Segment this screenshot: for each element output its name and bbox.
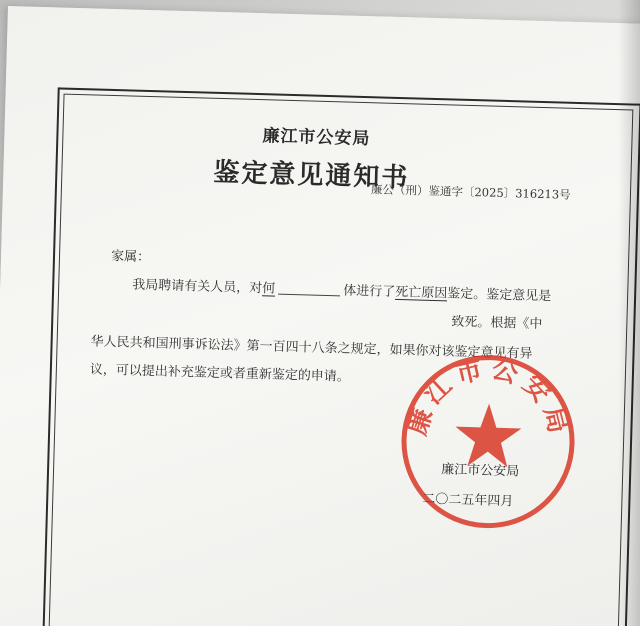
edge-shadow <box>618 0 640 626</box>
body-line-2: 致死。根据《中 <box>451 314 543 333</box>
body-line-1-prefix: 我局聘请有关人员，对 <box>132 277 263 297</box>
seal-text: 廉江市公安局 <box>402 353 575 442</box>
body-line-3: 华人民共和国刑事诉讼法》第一百四十八条之规定，如果你对该鉴定意见有异 <box>90 334 533 362</box>
appraisal-subject: 死亡原因 <box>394 284 448 302</box>
document-number: 廉公（刑）鉴通字〔2025〕316213号 <box>370 182 571 202</box>
notice-paper <box>0 6 640 626</box>
signature-organization: 廉江市公安局 <box>441 462 520 480</box>
seal-star-icon <box>454 403 522 468</box>
body-line-4: 议，可以提出补充鉴定或者重新鉴定的申请。 <box>89 362 350 385</box>
deceased-name: 何 <box>262 281 276 297</box>
redacted-blank <box>278 281 340 297</box>
body-line-1-mid: 体进行了 <box>342 283 396 300</box>
body-line-1-suffix: 鉴定。鉴定意见是 <box>446 286 552 305</box>
signature-date: 二〇二五年四月 <box>422 491 514 510</box>
salutation: 家属： <box>110 248 151 266</box>
document-title: 鉴定意见通知书 <box>213 157 410 194</box>
issuing-authority: 廉江市公安局 <box>262 126 371 150</box>
